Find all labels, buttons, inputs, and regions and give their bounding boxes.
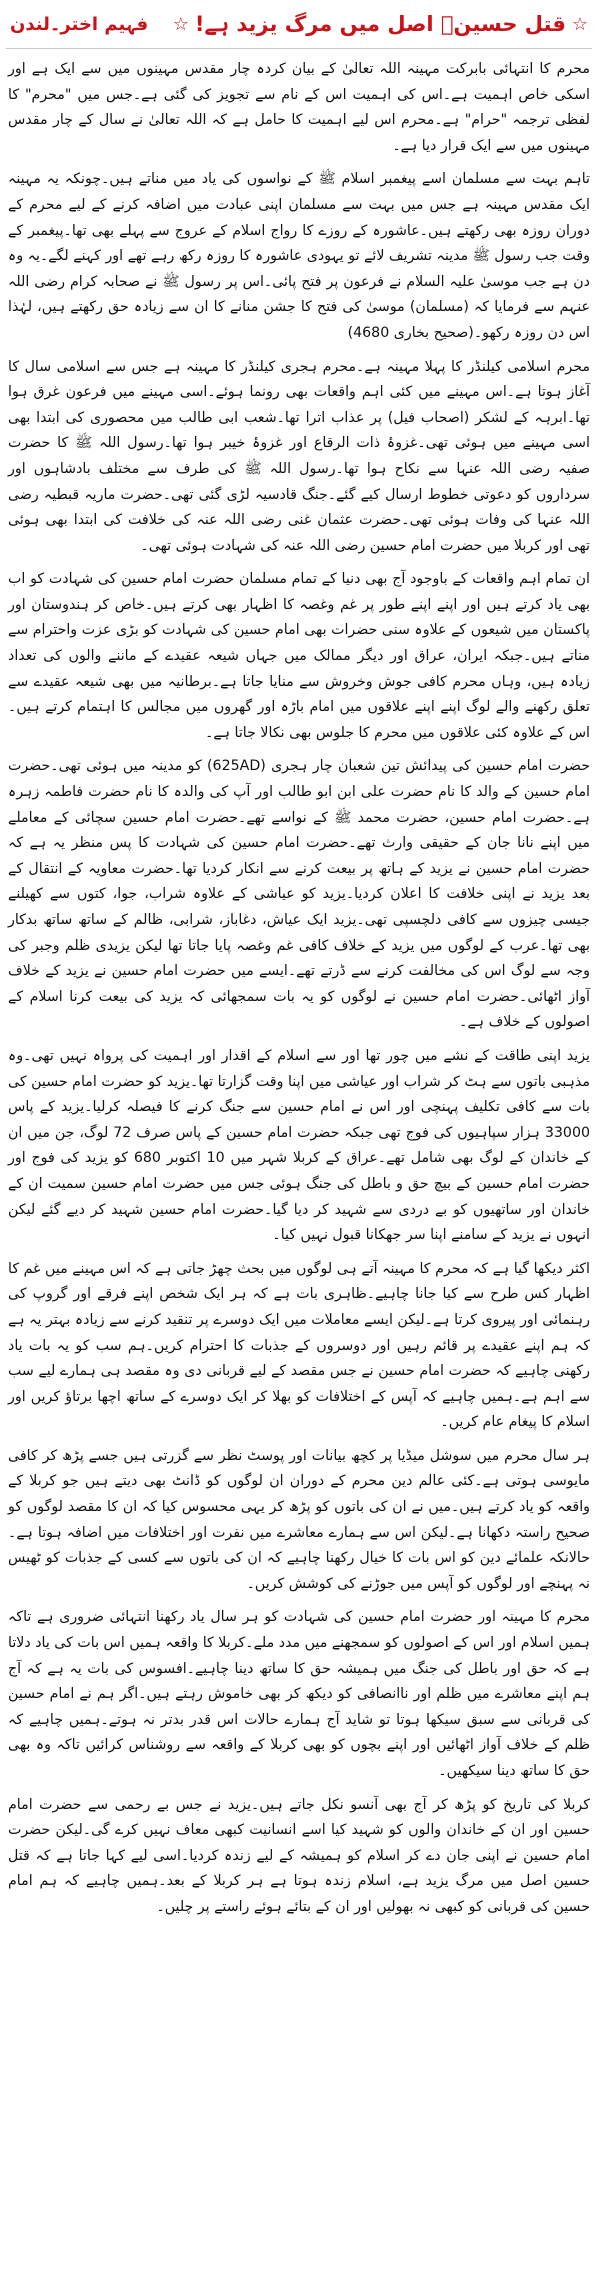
paragraph: اکثر دیکھا گیا ہے کہ محرم کا مہینہ آتے ہی لوگوں میں بحث چھڑ جاتی ہے کہ اس مہینے میں غم کا اظہار کس طرح سے کیا جانا چاہیے۔ظاہری بات ہے کہ ہر ایک شخص اپنے فرقے اور گروپ کی رہنمائی اور پیروی کرتا ہے۔لیکن ایسے معاملات میں ایک دوسرے پر تنقید کرنے سے زیادہ بہتر یہ ہے کہ ہم اپنے عقیدے پر قائم رہیں اور دوسروں کے جذبات کا احترام کریں۔ہم سب کو یہ بات یاد رکھنی چاہیے کہ حضرت امام حسین نے جس مقصد کے لیے قربانی دی وہ مقصد ہی ہمارے لیے سب سے اہم ہے۔ہمیں چاہیے کہ آپس کے اختلافات کو بھلا کر ایک دوسرے کے ساتھ اچھا برتاؤ کریں اور اسلام کا پیغام عام کریں۔	[8, 1260, 590, 1431]
paragraph: ہر سال محرم میں سوشل میڈیا پر کچھ بیانات اور پوسٹ نظر سے گزرتی ہیں جسے پڑھ کر کافی مایوسی ہوتی ہے۔کئی عالم دین محرم کے دوران ان لوگوں کو ڈانٹ بھی دیتے ہیں جو کربلا کے واقعہ کو یاد کرتے ہیں۔میں نے ان کی باتوں کو پڑھ کر یہی محسوس کیا کہ ان کا مقصد لوگوں کو صحیح راستہ دکھانا ہے۔لیکن اس سے ہمارے معاشرے میں نفرت اور اختلافات میں اضافہ ہوتا ہے۔حالانکہ علمائے دین کو اس بات کا خیال رکھنا چاہیے کہ ان کی باتوں سے کسی کے جذبات کو ٹھیس نہ پہنچے اور لوگوں کو آپس میں جوڑنے کی کوشش کریں۔	[8, 1447, 590, 1592]
article-title-text: قتل حسینؓ اصل میں مرگ یزید ہے!	[194, 12, 566, 36]
paragraph: حضرت امام حسین کی پیدائش تین شعبان چار ہجری (625AD) کو مدینہ میں ہوئی تھی۔حضرت امام حسین کے والد کا نام حضرت علی ابن ابو طالب اور آپ کی والدہ کا نام حضرت فاطمہ زہرہ ہے۔حضرت امام حسین، حضرت محمد ﷺ کے نواسے تھے۔حضرت امام حسین سچائی کے معاملے میں اپنے نانا جان کے حقیقی وارث تھے۔حضرت امام حسین کی شہادت کا پس منظر یہ ہے کہ حضرت امام حسین نے یزید کے ہاتھ پر بیعت کرنے سے انکار کردیا تھا۔حضرت معاویہ کے انتقال کے بعد یزید نے اپنی خلافت کا اعلان کردیا۔یزید کو عیاشی کے علاوہ شراب، جوا، کتوں سے کھیلنے جیسی چیزوں سے کافی دلچسپی تھی۔یزید ایک عیاش، دغاباز، شرابی، ظالم کے ساتھ ساتھ بدکار بھی تھا۔عرب کے لوگوں میں یزید کے خلاف کافی غم وغصہ پایا جاتا تھا لیکن یزیدی ظلم وجبر کی وجہ سے لوگ اس کی مخالفت کرنے سے ڈرتے تھے۔ایسے میں حضرت امام حسین نے یزید کے خلاف آواز اٹھائی۔حضرت امام حسین نے لوگوں کو یہ بات سمجھائی کہ یزید کی بیعت کرنا اسلام کے اصولوں کے خلاف ہے۔	[8, 758, 591, 1031]
article-body	[6, 49, 592, 1921]
article-title	[173, 12, 588, 36]
article-header	[6, 0, 592, 49]
paragraph: محرم اسلامی کیلنڈر کا پہلا مہینہ ہے۔محرم ہجری کیلنڈر کا مہینہ ہے جس سے اسلامی سال کا آغاز ہوتا ہے۔اس مہینے میں کئی اہم واقعات بھی رونما ہوئے۔اسی مہینے میں فرعون غرق ہوا تھا۔ابرہہ کے لشکر (اصحاب فیل) پر عذاب اترا تھا۔شعب ابی طالب میں محصوری کی ابتدا بھی اسی مہینے میں ہوئی تھی۔غزوۂ ذات الرقاع اور غزوۂ خیبر ہوا تھا۔رسول اللہ ﷺ کا حضرت صفیہ رضی اللہ عنہا سے نکاح ہوا تھا۔رسول اللہ ﷺ کی طرف سے مختلف بادشاہوں اور سرداروں کو دعوتی خطوط ارسال کیے گئے۔جنگ قادسیہ لڑی گئی تھی۔حضرت ماریہ قبطیہ رضی اللہ عنہا کی وفات ہوئی تھی۔حضرت عثمان غنی رضی اللہ عنہ کی خلافت کی ابتدا بھی ہوئی تھی اور کربلا میں حضرت امام حسین رضی اللہ عنہ کی شہادت ہوئی تھی۔	[8, 358, 590, 554]
star-icon: ☆	[571, 13, 588, 35]
paragraph: ان تمام اہم واقعات کے باوجود آج بھی دنیا کے تمام مسلمان حضرت امام حسین کی شہادت کو اب بھی یاد کرتے ہیں اور اپنے اپنے طور پر غم وغصہ کا اظہار بھی کرتے ہیں۔خاص کر ہندوستان اور پاکستان میں شیعوں کے علاوہ سنی حضرات بھی امام حسین کی شہادت کو بڑی عزت واحترام سے مناتے ہیں۔جبکہ ایران، عراق اور دیگر ممالک میں جہاں شیعہ عقیدے کے ماننے والوں کی تعداد زیادہ ہیں، وہاں محرم کافی جوش وخروش سے منایا جاتا ہے۔برطانیہ میں بھی شیعہ عقیدے سے تعلق رکھنے والے لوگ اپنے اپنے علاقوں میں امام باڑہ اور گھروں میں مجالس کا اہتمام کرتے ہیں۔اس کے علاوہ کئی علاقوں میں محرم کا جلوس بھی نکالا جاتا ہے۔	[8, 571, 590, 741]
paragraph: محرم کا انتہائی بابرکت مہینہ اللہ تعالیٰ کے بیان کردہ چار مقدس مہینوں میں سے ایک ہے اور اسکی خاص اہمیت ہے۔اس کی اہمیت اس کے نام سے تجویز کی گئی ہے۔جس میں "محرم" کا لفظی ترجمہ "حرام" ہے۔محرم اس لیے اہمیت کا حامل ہے کہ اللہ تعالیٰ نے سال کے چار مقدس مہینوں میں سے ایک قرار دیا ہے۔	[8, 61, 590, 154]
paragraph: تاہم بہت سے مسلمان اسے پیغمبر اسلام ﷺ کے نواسوں کی یاد میں مناتے ہیں۔چونکہ یہ مہینہ ایک مقدس مہینہ ہے جس میں بہت سے مسلمان اپنی عبادت میں اضافہ کرنے کے لیے محرم کے دوران روزہ بھی رکھتے ہیں۔عاشورہ کے روزے کا رواج اسلام کے عروج سے پہلے بھی تھا۔پیغمبر کے وقت جب رسول ﷺ مدینہ تشریف لائے تو یہودی عاشورہ کا روزہ رکھ رہے تھے اور کہنے لگے۔یہ وہ دن ہے جب موسیٰ علیہ السلام نے فرعون پر فتح پائی۔اس پر رسول ﷺ نے صحابہ کرام رضی اللہ عنہم سے فرمایا کہ (مسلمان) موسیٰ کی فتح کا جشن منانے کا ان سے زیادہ حق رکھتے ہیں، لہٰذا اس دن روزہ رکھو۔(صحیح بخاری 4680)	[8, 171, 590, 341]
paragraph: محرم کا مہینہ اور حضرت امام حسین کی شہادت کو ہر سال یاد رکھنا انتہائی ضروری ہے تاکہ ہمیں اسلام اور اس کے اصولوں کو سمجھنے میں مدد ملے۔کربلا کا واقعہ ہمیں اس بات کی یاد دلاتا ہے کہ حق اور باطل کی جنگ میں ہمیشہ حق کا ساتھ دینا چاہیے۔افسوس کی بات یہ ہے کہ آج ہم اپنے معاشرے میں ظلم اور ناانصافی کو دیکھ کر بھی خاموش رہتے ہیں۔اگر ہم نے امام حسین کی قربانی سے سبق سیکھا ہوتا تو شاید آج ہمارے حالات اس قدر بدتر نہ ہوتے۔ہمیں چاہیے کہ ظلم کے خلاف آواز اٹھائیں اور اپنے بچوں کو بھی کربلا کے واقعہ سے روشناس کرائیں تاکہ وہ بھی حق کا ساتھ دینا سیکھیں۔	[8, 1609, 590, 1779]
author-byline: فہیم اختر۔لندن	[10, 13, 149, 35]
paragraph: کربلا کی تاریخ کو پڑھ کر آج بھی آنسو نکل جاتے ہیں۔یزید نے جس بے رحمی سے حضرت امام حسین اور ان کے خاندان والوں کو شہید کیا اسے انسانیت کبھی معاف نہیں کرے گی۔لیکن حضرت امام حسین نے اپنی جان دے کر اسلام کو ہمیشہ کے لیے زندہ کردیا۔اسی لیے کہا جاتا ہے کہ قتل حسین اصل میں مرگ یزید ہے، اسلام زندہ ہوتا ہے ہر کربلا کے بعد۔ہمیں چاہیے کہ ہم امام حسین کی قربانی کو کبھی نہ بھولیں اور ان کے بتائے ہوئے راستے پر چلیں۔	[8, 1796, 590, 1915]
paragraph: یزید اپنی طاقت کے نشے میں چور تھا اور سے اسلام کے اقدار اور اہمیت کی پرواہ نہیں تھی۔وہ مذہبی باتوں سے ہٹ کر شراب اور عیاشی میں اپنا وقت گزارتا تھا۔یزید کو حضرت امام حسین کی بات سے کافی تکلیف پہنچی اور اس نے امام حسین سے جنگ کرنے کا فیصلہ کرلیا۔یزید کے پاس 33000 ہزار سپاہیوں کی فوج تھی جبکہ حضرت امام حسین کے پاس صرف 72 لوگ، جن میں ان کے خاندان کے لوگ بھی شامل تھے۔عراق کے کربلا شہر میں 10 اکتوبر 680 کو یزید کی فوج اور حضرت امام حسین کے بیچ حق و باطل کی جنگ ہوئی جس میں حضرت امام حسین سمیت ان کے خاندان اور ساتھیوں کو بے دردی سے شہید کر دیا گیا۔حضرت امام حسین شہید کر دیے گئے لیکن انہوں نے یزید کے سامنے اپنا سر جھکانا قبول نہیں کیا۔	[8, 1047, 590, 1244]
star-icon: ☆	[172, 13, 189, 35]
